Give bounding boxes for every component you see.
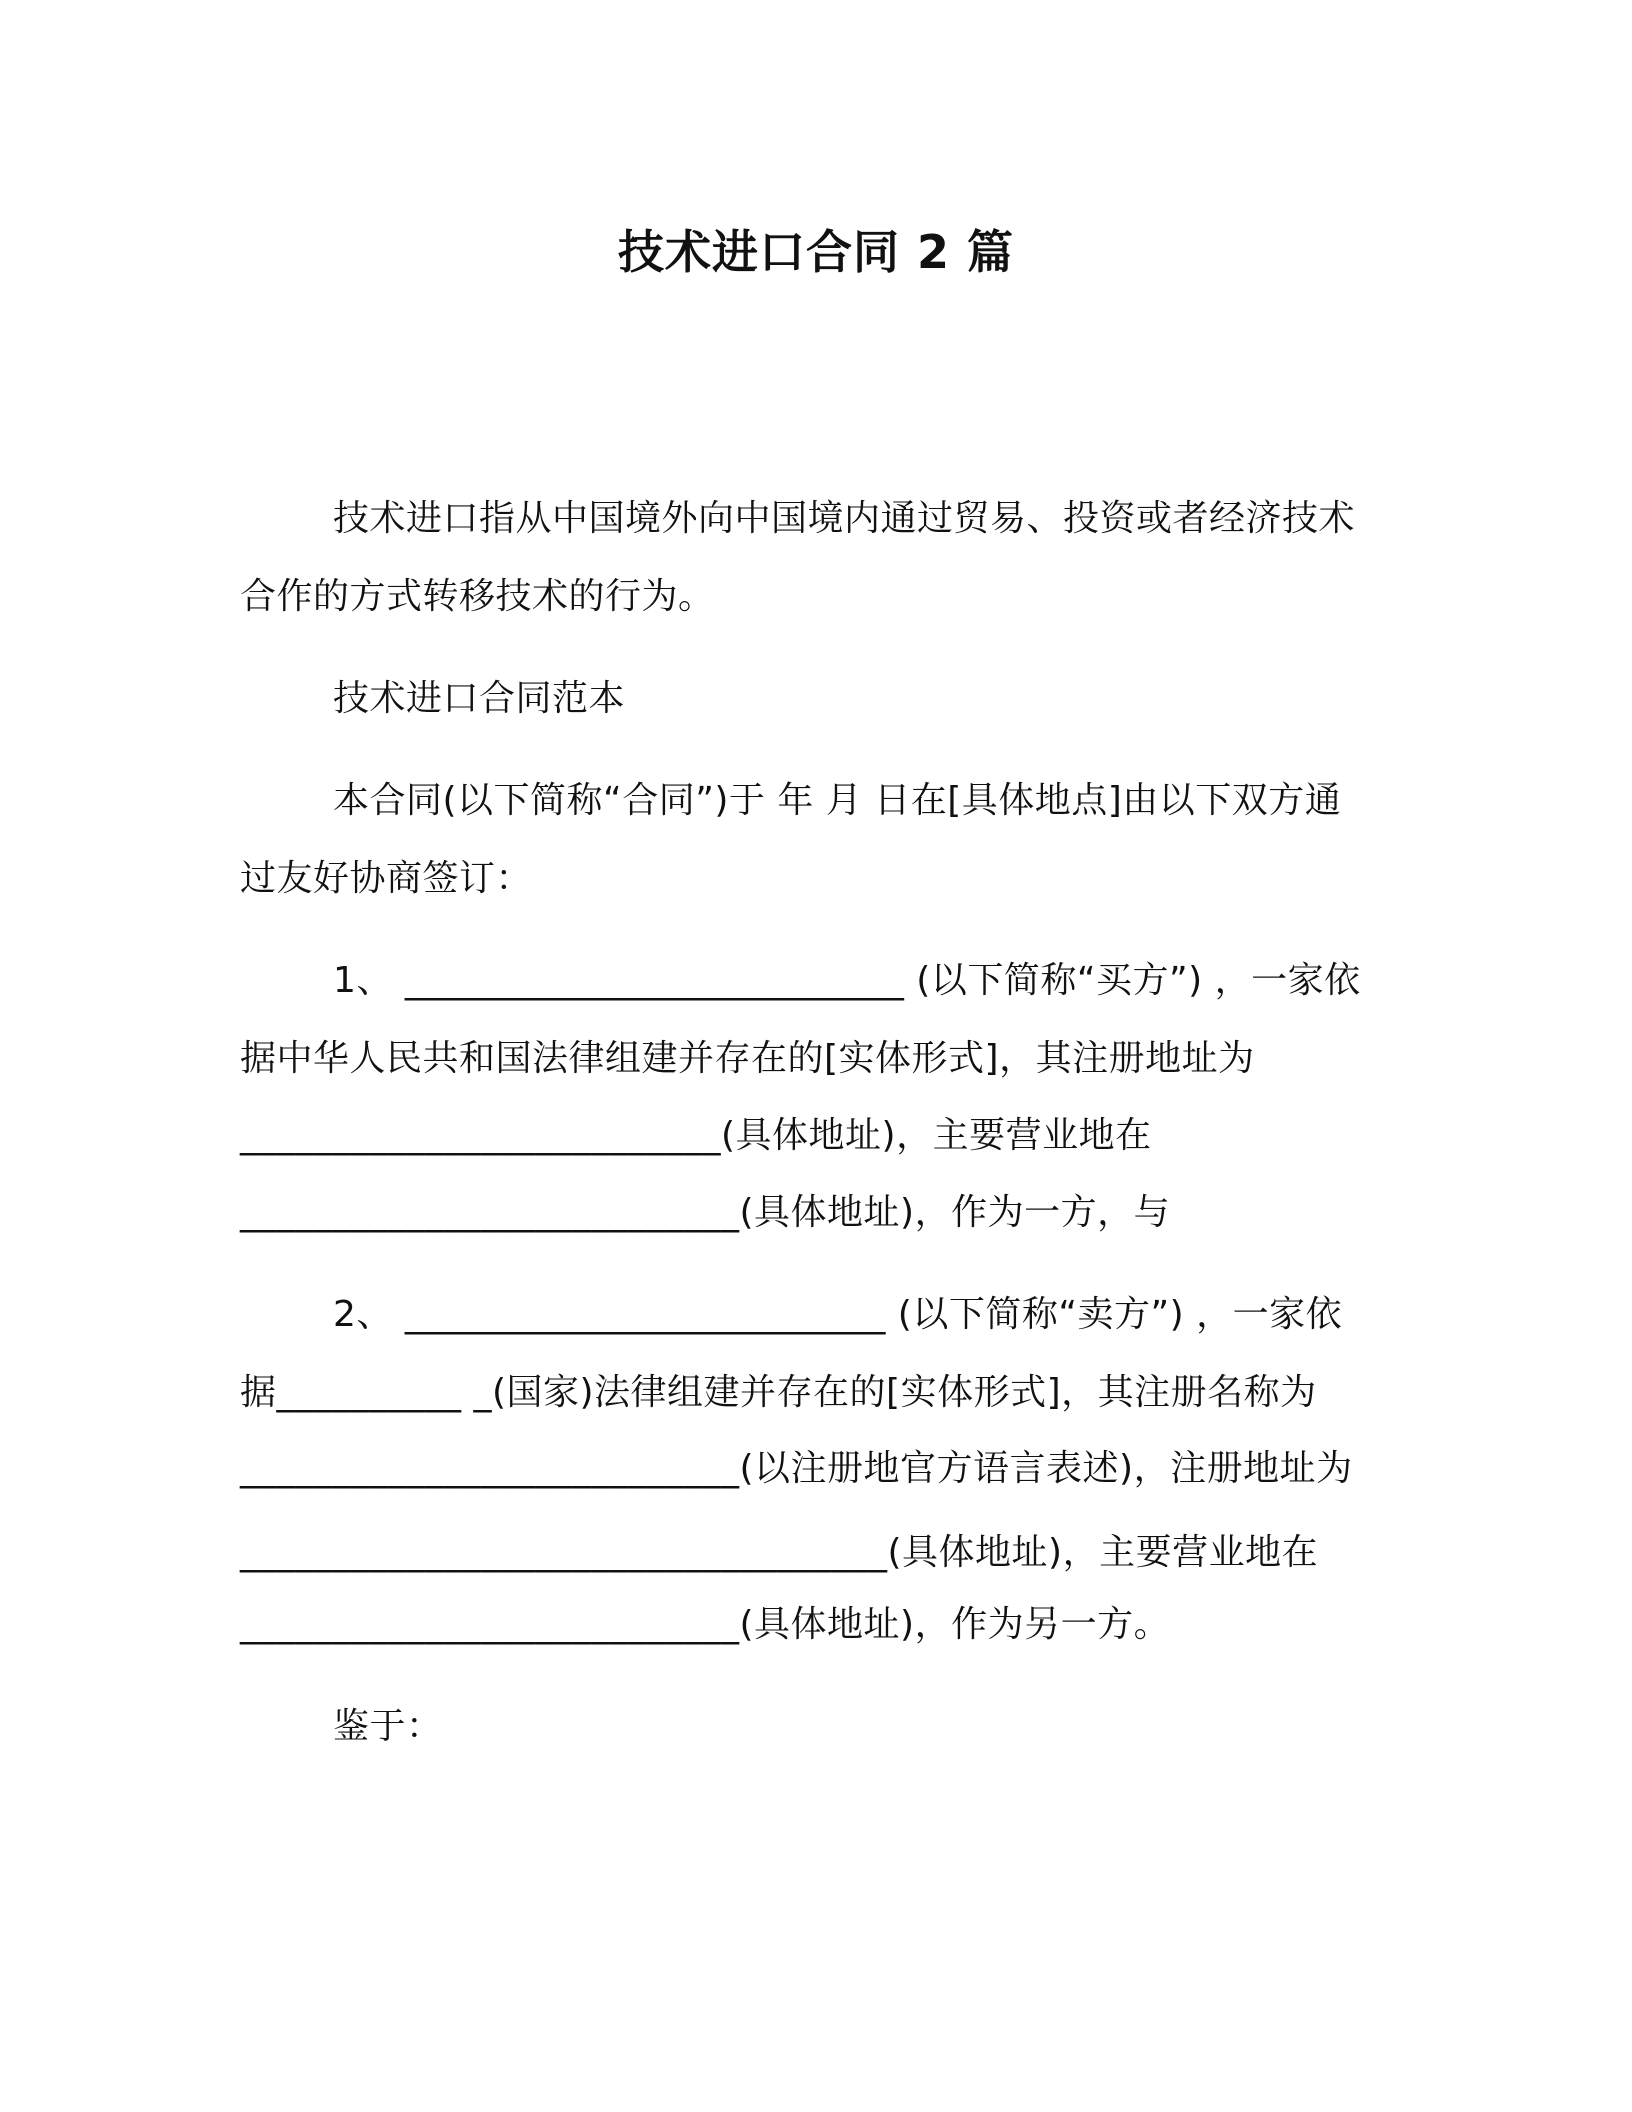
intro-line-1: 技术进口指从中国境外向中国境内通过贸易、投资或者经济技术 <box>333 498 1356 539</box>
intro-line-2: 合作的方式转移技术的行为。 <box>240 576 715 617</box>
party2-line-4: ___________________________________(具体地址)，主要营业地在 <box>240 1532 1319 1573</box>
party1-line-3: __________________________(具体地址)，主要营业地在 <box>240 1115 1152 1156</box>
template-heading: 技术进口合同范本 <box>333 678 626 719</box>
party1-line-1: 1、 ___________________________ (以下简称“买方”) ，一家依 <box>333 960 1361 1001</box>
preamble-line-2: 过友好协商签订： <box>240 858 533 899</box>
whereas-heading: 鉴于： <box>333 1706 443 1747</box>
party1-line-4: ___________________________(具体地址)，作为一方，与 <box>240 1192 1171 1233</box>
party2-line-1: 2、 __________________________ (以下简称“卖方”) ，一家依 <box>333 1294 1343 1335</box>
party2-line-5: ___________________________(具体地址)，作为另一方。 <box>240 1604 1171 1645</box>
party2-line-3: ___________________________(以注册地官方语言表述)，注册地址为 <box>240 1448 1353 1489</box>
party2-line-2: 据__________ _(国家)法律组建并存在的[实体形式]，其注册名称为 <box>240 1372 1317 1413</box>
document-title: 技术进口合同 2 篇 <box>617 225 1015 279</box>
party1-line-2: 据中华人民共和国法律组建并存在的[实体形式]，其注册地址为 <box>240 1038 1255 1079</box>
preamble-line-1: 本合同(以下简称“合同”)于 年 月 日在[具体地点]由以下双方通 <box>333 780 1342 821</box>
